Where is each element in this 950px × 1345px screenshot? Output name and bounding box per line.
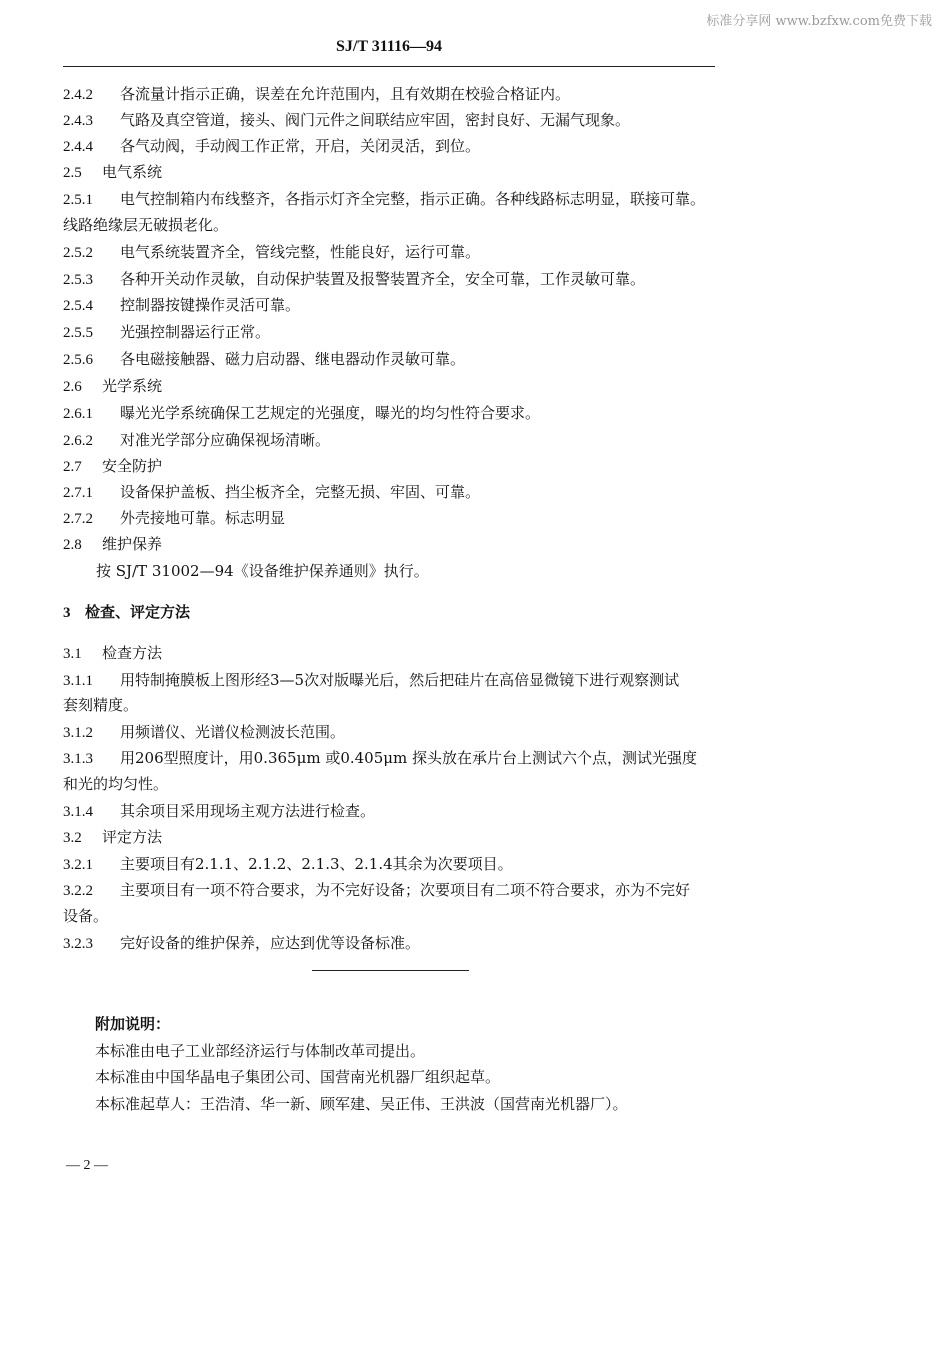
clause-text: 主要项目有2.1.1、2.1.2、2.1.3、2.1.4其余为次要项目。 — [120, 855, 513, 873]
clause-number: 2.4.3 — [63, 113, 93, 129]
clause-number: 2.5 — [63, 165, 82, 181]
clause-number: 3.2.2 — [63, 883, 93, 899]
clause-text: 外壳接地可靠。标志明显 — [120, 509, 286, 527]
clause-3-2-2 — [63, 880, 723, 901]
clause-number: 3.1.3 — [63, 751, 93, 767]
clause-text: 对准光学部分应确保视场清晰。 — [120, 431, 331, 449]
clause-3-1-3-continued — [63, 774, 723, 794]
clause-number: 3.1.2 — [63, 725, 93, 741]
clause-number: 2.5.3 — [63, 272, 93, 288]
clause-text: 套刻精度。 — [63, 696, 139, 714]
section-2-8 — [63, 534, 723, 555]
clause-text: 各气动阀，手动阀工作正常，开启，关闭灵活，到位。 — [120, 137, 481, 155]
clause-2-6-2 — [63, 430, 723, 451]
clause-number: 2.6 — [63, 379, 82, 395]
clause-number: 2.5.5 — [63, 325, 93, 341]
clause-number: 2.6.2 — [63, 433, 93, 449]
clause-text: 气路及真空管道，接头、阀门元件之间联结应牢固，密封良好、无漏气现象。 — [120, 111, 631, 129]
footer-note: 本标准由中国华晶电子集团公司、国营南光机器厂组织起草。 — [95, 1068, 501, 1086]
header-divider — [63, 66, 715, 67]
clause-text: 维护保养 — [102, 535, 163, 553]
clause-2-8-text — [63, 561, 723, 581]
clause-number: 2.5.2 — [63, 245, 93, 261]
clause-number: 3.1 — [63, 646, 82, 662]
clause-number: 2.6.1 — [63, 406, 93, 422]
section-3-2 — [63, 827, 723, 848]
clause-number: 3.2.1 — [63, 857, 93, 873]
clause-3-1-1-continued — [63, 695, 723, 715]
clause-number: 3.2 — [63, 830, 82, 846]
clause-2-4-2 — [63, 84, 723, 105]
clause-text: 用特制掩膜板上图形经3—5次对版曝光后，然后把硅片在高倍显微镜下进行观察测试 — [120, 671, 680, 689]
section-2-5 — [63, 162, 723, 183]
clause-3-1-1 — [63, 670, 723, 691]
clause-text: 检查方法 — [102, 644, 163, 662]
clause-2-5-1 — [63, 189, 723, 210]
clause-2-7-1 — [63, 482, 723, 503]
clause-2-5-4 — [63, 295, 723, 316]
clause-text: 检查、评定方法 — [85, 603, 191, 621]
clause-2-5-5 — [63, 322, 723, 343]
clause-text: 用206型照度计，用0.365μm 或0.405μm 探头放在承片台上测试六个点，测试光强度 — [120, 749, 697, 767]
clause-text: 电气控制箱内布线整齐，各指示灯齐全完整，指示正确。各种线路标志明显，联接可靠。 — [120, 190, 706, 208]
standard-code: SJ/T 31116—94 — [336, 38, 442, 55]
footer-title: 附加说明： — [95, 1015, 171, 1033]
clause-text: 和光的均匀性。 — [63, 775, 169, 793]
clause-text: 设备。 — [63, 907, 109, 925]
clause-text: 用频谱仪、光谱仪检测波长范围。 — [120, 723, 346, 741]
section-2-7 — [63, 456, 723, 477]
clause-number: 2.8 — [63, 537, 82, 553]
clause-3-2-1 — [63, 854, 723, 875]
clause-text: 控制器按键操作灵活可靠。 — [120, 296, 301, 314]
clause-text: 各电磁接触器、磁力启动器、继电器动作灵敏可靠。 — [120, 350, 466, 368]
clause-number: 2.7.1 — [63, 485, 93, 501]
clause-text: 其余项目采用现场主观方法进行检查。 — [120, 802, 376, 820]
clause-2-4-3 — [63, 110, 723, 131]
clause-text: 各流量计指示正确，误差在允许范围内，且有效期在校验合格证内。 — [120, 85, 571, 103]
clause-2-5-1-continued — [63, 215, 723, 235]
clause-number: 2.7.2 — [63, 511, 93, 527]
clause-text: 电气系统 — [102, 163, 163, 181]
clause-2-5-3 — [63, 269, 723, 290]
clause-number: 2.5.1 — [63, 192, 93, 208]
clause-text: 电气系统装置齐全，管线完整，性能良好，运行可靠。 — [120, 243, 481, 261]
clause-number: 2.4.4 — [63, 139, 93, 155]
clause-text: 各种开关动作灵敏，自动保护装置及报警装置齐全，安全可靠，工作灵敏可靠。 — [120, 270, 646, 288]
clause-number: 2.5.4 — [63, 298, 93, 314]
clause-2-4-4 — [63, 136, 723, 157]
end-divider — [312, 970, 469, 971]
clause-text: 曝光光学系统确保工艺规定的光强度，曝光的均匀性符合要求。 — [120, 404, 541, 422]
section-2-6 — [63, 376, 723, 397]
clause-text: 光强控制器运行正常。 — [120, 323, 271, 341]
clause-number: 3.2.3 — [63, 936, 93, 952]
clause-2-5-2 — [63, 242, 723, 263]
clause-number: 2.4.2 — [63, 87, 93, 103]
clause-text: 安全防护 — [102, 457, 163, 475]
clause-text: 完好设备的维护保养，应达到优等设备标准。 — [120, 934, 421, 952]
section-3-1 — [63, 643, 723, 664]
clause-number: 2.5.6 — [63, 352, 93, 368]
footer-note: 本标准由电子工业部经济运行与体制改革司提出。 — [95, 1042, 426, 1060]
clause-number: 3.1.4 — [63, 804, 93, 820]
clause-3-1-4 — [63, 801, 723, 822]
clause-3-1-3 — [63, 748, 723, 769]
clause-3-2-3 — [63, 933, 723, 954]
section-3-title — [63, 602, 723, 623]
clause-text: 主要项目有一项不符合要求，为不完好设备；次要项目有二项不符合要求，亦为不完好 — [120, 881, 691, 899]
watermark-text: 标准分享网 www.bzfxw.com免费下载 — [706, 14, 932, 29]
clause-2-5-6 — [63, 349, 723, 370]
clause-text: 评定方法 — [102, 828, 163, 846]
clause-number: 3 — [63, 605, 71, 621]
clause-3-2-2-continued — [63, 906, 723, 926]
clause-number: 2.7 — [63, 459, 82, 475]
clause-text: 按 SJ/T 31002—94《设备维护保养通则》执行。 — [96, 562, 429, 580]
clause-2-7-2 — [63, 508, 723, 529]
page-number: — 2 — — [66, 1158, 108, 1173]
clause-3-1-2 — [63, 722, 723, 743]
clause-text: 光学系统 — [102, 377, 163, 395]
clause-number: 3.1.1 — [63, 673, 93, 689]
clause-text: 设备保护盖板、挡尘板齐全，完整无损、牢固、可靠。 — [120, 483, 481, 501]
clause-text: 线路绝缘层无破损老化。 — [63, 216, 229, 234]
clause-2-6-1 — [63, 403, 723, 424]
footer-note: 本标准起草人：王浩清、华一新、顾军建、吴正伟、王洪波（国营南光机器厂）。 — [95, 1095, 628, 1113]
